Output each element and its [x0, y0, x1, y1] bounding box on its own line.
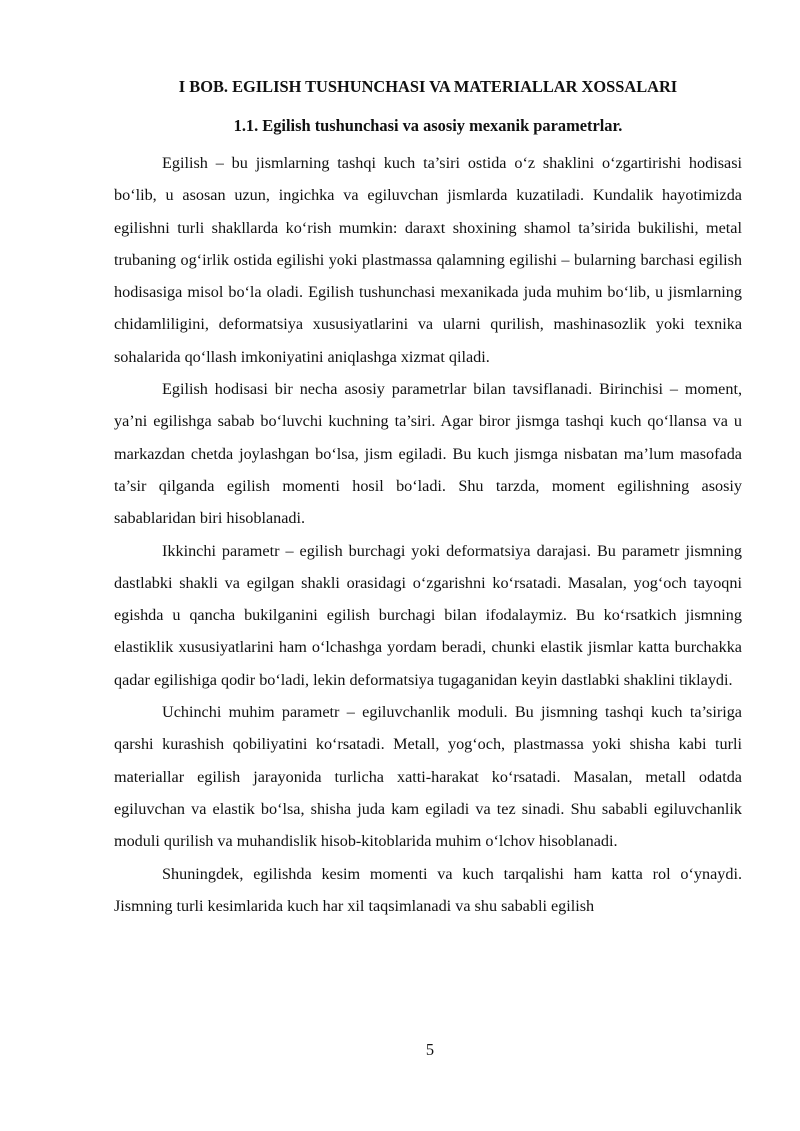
paragraph: Shuningdek, egilishda kesim momenti va kuch tarqalishi ham katta rol o‘ynaydi. Jismning turli kesimlarida kuch har xil taqsimlanadi va shu sababli egilish — [114, 864, 742, 915]
chapter-title: I BOB. EGILISH TUSHUNCHASI VA MATERIALLAR XOSSALARI — [178, 77, 678, 96]
section-title: 1.1. Egilish tushunchasi va asosiy mexanik parametrlar. — [233, 116, 623, 135]
body-text — [114, 147, 742, 922]
page-number: 5 — [425, 1040, 435, 1059]
paragraph: Egilish – bu jismlarning tashqi kuch ta’siri ostida o‘z shaklini o‘zgartirishi hodisasi bo‘lib, u asosan uzun, ingichka va egiluvchan jismlarda kuzatiladi. Kundalik hayotimizda egilishni turli shakllarda ko‘rish mumkin: daraxt shoxining shamol ta’sirida bukilishi, metal trubaning og‘irlik ostida egilishi yoki plastmassa qalamning egilishi – bularning barchasi egilish hodisasiga misol bo‘la oladi. Egilish tushunchasi mexanikada juda muhim bo‘lib, u jismlarning chidamliligini, deformatsiya xususiyatlarini va ularni qurilish, mashinasozlik yoki texnika sohalarida qo‘llash imkoniyatini aniqlashga xizmat qiladi. — [114, 154, 742, 366]
paragraph: Ikkinchi parametr – egilish burchagi yoki deformatsiya darajasi. Bu parametr jismning dastlabki shakli va egilgan shakli orasidagi o‘zgarishni ko‘rsatadi. Masalan, yog‘och tayoqni egishda u qancha bukilganini egilish burchagi bilan ifodalaymiz. Bu ko‘rsatkich jismning elastiklik xususiyatlarini ham o‘lchashga yordam beradi, chunki elastik jismlar katta burchakka qadar egilishiga qodir bo‘ladi, lekin deformatsiya tugaganidan keyin dastlabki shaklini tiklaydi. — [114, 541, 742, 689]
paragraph: Egilish hodisasi bir necha asosiy parametrlar bilan tavsiflanadi. Birinchisi – moment, ya’ni egilishga sabab bo‘luvchi kuchning ta’siri. Agar biror jismga tashqi kuch qo‘llansa va u markazdan chetda joylashgan bo‘lsa, jism egiladi. Bu kuch jismga nisbatan ma’lum masofada ta’sir qilganda egilish momenti hosil bo‘ladi. Shu tarzda, moment egilishning asosiy sabablaridan biri hisoblanadi. — [114, 380, 742, 528]
paragraph: Uchinchi muhim parametr – egiluvchanlik moduli. Bu jismning tashqi kuch ta’siriga qarshi kurashish qobiliyatini ko‘rsatadi. Metall, yog‘och, plastmassa yoki shisha kabi turli materiallar egilish jarayonida turlicha xatti-harakat ko‘rsatadi. Masalan, metall odatda egiluvchan va elastik bo‘lsa, shisha juda kam egiladi va tez sinadi. Shu sababli egiluvchanlik moduli qurilish va muhandislik hisob-kitoblarida muhim o‘lchov hisoblanadi. — [114, 703, 742, 851]
